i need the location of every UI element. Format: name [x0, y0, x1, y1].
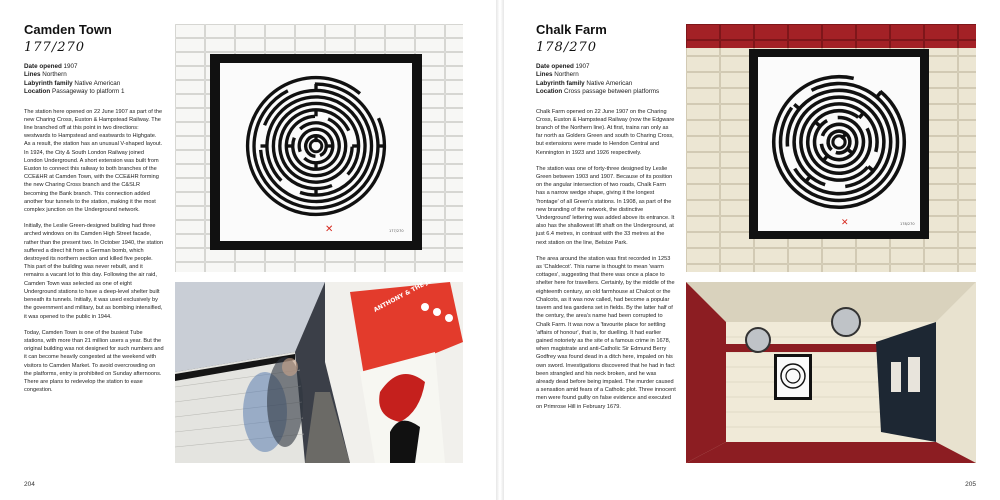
body-paragraph: The station here opened on 22 June 1907 as part of the new Charing Cross, Euston & Hampstead Railway. The line branched off at this point in two directions: westwards to Hampstead and eastwards to Highgate. As a result, the station has an unusual V-shaped layout. In 1924, the City & South London Railway joined London Underground. A short extension was built from Euston to connect this railway to both branches of the CCE&HR at Camden Town, with the CCE&HR forming the new Charing Cross branch and the C&SLR becoming the Bank branch. This connection added another four tunnels to the station, making it the most complex junction on the Underground network.	[24, 108, 163, 214]
artwork-number-label: 177/270	[389, 229, 404, 233]
artwork-number-label: 178/270	[900, 222, 915, 226]
station-number: 178/270	[536, 40, 598, 55]
meta-value: Passageway to platform 1	[52, 88, 125, 96]
right-text-column	[536, 22, 676, 411]
labyrinth-photo-camden	[175, 24, 463, 272]
meta-key: Lines	[24, 71, 41, 79]
station-name: Camden Town	[24, 22, 112, 37]
svg-text:✕: ✕	[841, 218, 849, 228]
meta-key: Labyrinth family	[24, 79, 73, 87]
station-meta	[24, 63, 164, 97]
meta-key: Lines	[536, 71, 553, 79]
meta-date-opened	[536, 63, 676, 71]
meta-location	[24, 88, 164, 96]
page-number: 204	[24, 481, 35, 488]
right-page	[504, 0, 1000, 500]
meta-value: Cross passage between platforms	[564, 88, 660, 96]
labyrinth-artwork-image	[175, 24, 463, 272]
meta-value: 1907	[63, 63, 78, 70]
meta-date-opened	[24, 63, 164, 71]
body-paragraph: Chalk Farm opened on 22 June 1907 on the Charing Cross, Euston & Hampstead Railway (now the Edgware branch of the Northern line). At first, trains ran only as far north as Golders Green and south to Charing Cross, but extensions were made to Hendon Central and Kennington in 1923 and 1926 respectively.	[536, 108, 675, 156]
meta-labyrinth-family	[24, 80, 164, 88]
meta-value: Native American	[74, 79, 121, 87]
passage-photo-image	[686, 282, 976, 463]
camden-platform-photo	[175, 282, 463, 463]
left-page	[0, 0, 496, 500]
meta-key: Location	[24, 88, 51, 96]
left-text-column	[24, 22, 164, 394]
meta-value: 1907	[575, 63, 590, 70]
station-number: 177/270	[24, 40, 86, 55]
meta-lines	[536, 71, 676, 79]
svg-text:✕: ✕	[325, 224, 334, 235]
body-paragraph: Initially, the Leslie Green-designed building had three arched windows on its Camden High Street facade, rather than the present two. In October 1940, the station suffered a direct hit from a German bomb, which destroyed its northern section and killed five people. This part of the building was never rebuilt, and it remains a vacant lot to this day. Following the air raid, Camden Town was selected as one of eight Underground stations to have a deep-level shelter built beneath its tunnels. Initially, it was used exclusively by the government and military, but as bombing intensified, it was opened to the public in 1944.	[24, 223, 163, 320]
chalk-farm-passage-photo	[686, 282, 976, 463]
labyrinth-artwork-image	[686, 24, 976, 272]
meta-lines	[24, 71, 164, 79]
station-meta	[536, 63, 676, 97]
labyrinth-photo-chalk-farm	[686, 24, 976, 272]
book-gutter	[496, 0, 504, 500]
body-paragraph: Today, Camden Town is one of the busiest Tube stations, with more than 21 million users a year. But the original building was not designed for such numbers and it can become heavily congested at the weekend with visitors to Camden Market. To avoid overcrowding on the platforms, entry is prohibited on Sunday afternoons. There are plans to redevelop the station to ease congestion.	[24, 329, 164, 394]
station-name: Chalk Farm	[536, 22, 607, 37]
page-number: 205	[965, 481, 976, 488]
body-paragraph: The station was one of forty-three designed by Leslie Green between 1903 and 1907. Because of its position on the angular intersection of two roads, Chalk Farm has a narrow wedge shape, giving it the longest 'frontage' of all Green's stations. In 1908, as part of the new branding of the network, the distinctive 'Underground' lettering was added above its entrance. It also has the shallowest lift shaft on the Underground, at just 6.4 metres, in contrast with the 33 metres at the next station on the line, Belsize Park.	[536, 165, 675, 246]
meta-key: Date opened	[536, 63, 574, 70]
meta-key: Labyrinth family	[536, 79, 585, 87]
meta-location	[536, 88, 676, 96]
meta-key: Location	[536, 88, 563, 96]
meta-value: Northern	[554, 71, 579, 79]
meta-labyrinth-family	[536, 80, 676, 88]
meta-key: Date opened	[24, 63, 62, 70]
body-paragraph: The area around the station was first recorded in 1253 as 'Chaldecot'. This name is thought to mean 'warm cottages', suggesting that there was once a place to shelter here for travellers. Certainly, by the middle of the eighteenth century, an old farmhouse at Chalcot or the Chalcots, as it was now called, had become a popular tavern and tea gardens set in fields. By the latter half of the century, the area's name had been corrupted to Chalk Farm. It was now a 'favourite place for settling 'affairs of honour', that is, for duelling. It had earlier gained notoriety as the site of a famous crime in 1678, when magistrate and anti-Catholic Sir Edmund Berry Godfrey was found dead in a ditch here, impaled on his own sword. Investigations discovered that he had in fact been strangled and his neck broken, and he was already dead before being impaled. The murder caused a sensation amid fears of a Catholic plot. Three innocent men were found guilty on false evidence and executed on Primrose Hill in February 1679.	[536, 255, 676, 410]
meta-value: Native American	[586, 79, 633, 87]
meta-value: Northern	[42, 71, 67, 79]
platform-photo-image	[175, 282, 463, 463]
